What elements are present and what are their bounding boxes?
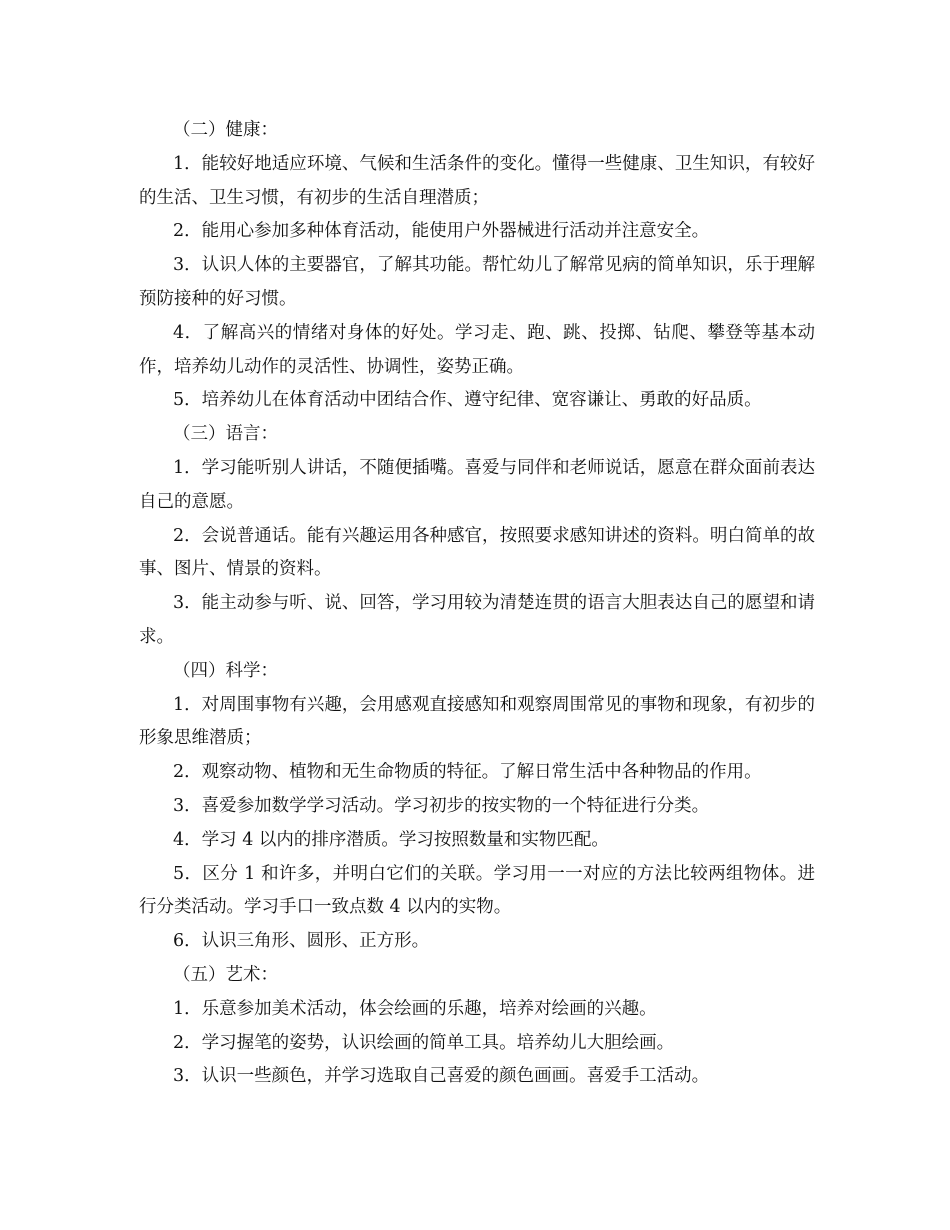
list-item: 2．能用心参加多种体育活动，能使用户外器械进行活动并注意安全。 bbox=[173, 221, 710, 242]
list-item: 3．认识人体的主要器官，了解其功能。帮忙幼儿了解常见病的简单知识，乐于理解预防接种的好习惯。 bbox=[139, 255, 815, 309]
list-item: 1．乐意参加美术活动，体会绘画的乐趣，培养对绘画的兴趣。 bbox=[173, 998, 657, 1019]
list-item: 2．学习握笔的姿势，认识绘画的简单工具。培养幼儿大胆绘画。 bbox=[173, 1032, 675, 1053]
section-heading-science: （四）科学： bbox=[173, 660, 278, 681]
list-item: 3．认识一些颜色，并学习选取自己喜爱的颜色画画。喜爱手工活动。 bbox=[173, 1066, 710, 1087]
list-item: 4．学习 4 以内的排序潜质。学习按照数量和实物匹配。 bbox=[173, 829, 609, 850]
list-item: 5．培养幼儿在体育活动中团结合作、遵守纪律、宽容谦让、勇敢的好品质。 bbox=[173, 390, 762, 411]
section-heading-health: （二）健康： bbox=[173, 120, 278, 140]
list-item: 4．了解高兴的情绪对身体的好处。学习走、跑、跳、投掷、钻爬、攀登等基本动作，培养幼儿动作的灵活性、协调性，姿势正确。 bbox=[139, 322, 815, 377]
list-item: 3．能主动参与听、说、回答，学习用较为清楚连贯的语言大胆表达自己的愿望和请求。 bbox=[139, 593, 815, 647]
list-item: 3．喜爱参加数学学习活动。学习初步的按实物的一个特征进行分类。 bbox=[173, 795, 710, 816]
list-item: 5．区分 1 和许多，并明白它们的关联。学习用一一对应的方法比较两组物体。进行分类活动。学习手口一致点数 4 以内的实物。 bbox=[139, 863, 815, 918]
list-item: 1．对周围事物有兴趣，会用感观直接感知和观察周围常见的事物和现象，有初步的形象思维潜质； bbox=[139, 694, 815, 749]
list-item: 2．观察动物、植物和无生命物质的特征。了解日常生活中各种物品的作用。 bbox=[173, 762, 762, 783]
section-heading-language: （三）语言： bbox=[173, 424, 278, 445]
document-body bbox=[139, 114, 815, 1094]
list-item: 1．学习能听别人讲话，不随便插嘴。喜爱与同伴和老师说话，愿意在群众面前表达自己的意愿。 bbox=[139, 457, 815, 512]
list-item: 1．能较好地适应环境、气候和生活条件的变化。懂得一些健康、卫生知识，有较好的生活、卫生习惯，有初步的生活自理潜质； bbox=[139, 153, 815, 208]
section-heading-art: （五）艺术： bbox=[173, 964, 278, 985]
list-item: 6．认识三角形、圆形、正方形。 bbox=[173, 931, 430, 952]
list-item: 2．会说普通话。能有兴趣运用各种感官，按照要求感知讲述的资料。明白简单的故事、图片、情景的资料。 bbox=[139, 525, 815, 580]
